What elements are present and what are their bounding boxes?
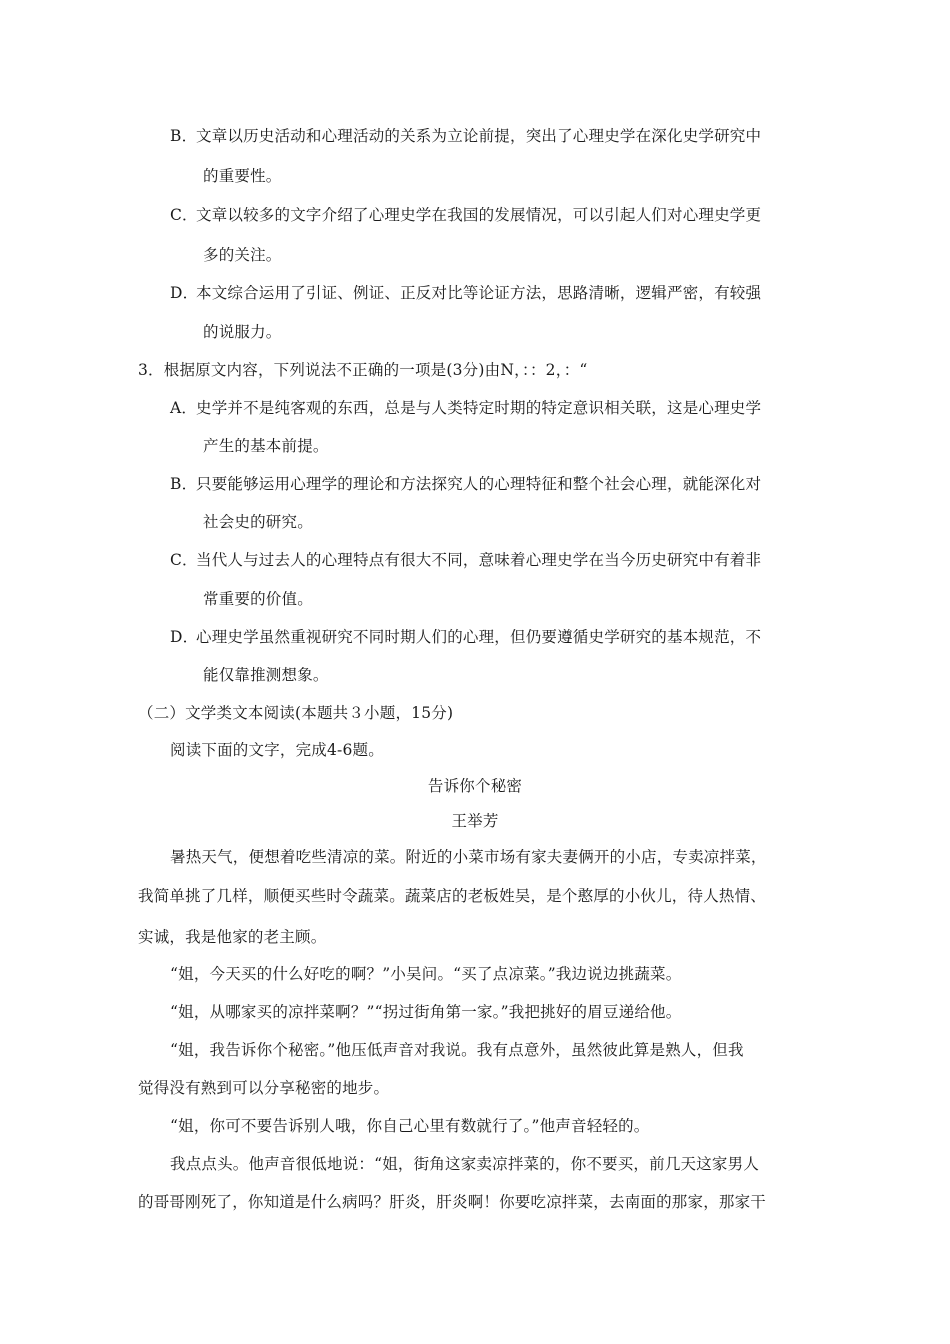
q2-option-c-cont: 多的关注。: [203, 246, 282, 264]
q3-option-d-cont: 能仅靠推测想象。: [203, 666, 329, 684]
q3-option-a: [170, 398, 761, 418]
q2-option-d-cont: 的说服力。: [203, 323, 282, 341]
q3-option-b: [170, 474, 761, 494]
option-text: 心理史学虽然重视研究不同时期人们的心理，但仍要遵循史学研究的基本规范，不: [196, 628, 762, 646]
q2-option-d: [170, 283, 761, 303]
option-label: B．: [170, 127, 198, 145]
q3-option-b-cont: 社会史的研究。: [203, 513, 313, 531]
option-text: 本文综合运用了引证、例证、正反对比等论证方法，思路清晰，逻辑严密，有较强: [196, 284, 762, 302]
option-text: 当代人与过去人的心理特点有很大不同，意味着心理史学在当今历史研究中有着非: [196, 551, 762, 569]
story-line: “姐，从哪家买的凉拌菜啊？”“拐过街角第一家。”我把挑好的眉豆递给他。: [170, 1003, 682, 1021]
option-text: 只要能够运用心理学的理论和方法探究人的心理特征和整个社会心理，就能深化对: [196, 475, 762, 493]
option-label: D．: [170, 284, 199, 302]
section-heading: （二）文学类文本阅读(本题共３小题，15分): [138, 704, 454, 722]
story-line: 觉得没有熟到可以分享秘密的地步。: [138, 1079, 390, 1097]
q3-option-c-cont: 常重要的价值。: [203, 590, 313, 608]
option-label: D．: [170, 628, 199, 646]
option-label: A．: [170, 399, 198, 417]
q2-option-b: [170, 126, 761, 146]
q3-option-c: [170, 550, 761, 570]
option-text: 文章以历史活动和心理活动的关系为立论前提，突出了心理史学在深化史学研究中: [196, 127, 762, 145]
option-text: 文章以较多的文字介绍了心理史学在我国的发展情况，可以引起人们对心理史学更: [196, 206, 762, 224]
story-line: “姐，我告诉你个秘密。”他压低声音对我说。我有点意外，虽然彼此算是熟人，但我: [170, 1041, 744, 1059]
option-label: B．: [170, 475, 198, 493]
story-line: 我简单挑了几样，顺便买些时令蔬菜。蔬菜店的老板姓吴，是个憨厚的小伙儿，待人热情、: [138, 887, 767, 905]
option-label: C．: [170, 551, 198, 569]
story-line: 实诚，我是他家的老主顾。: [138, 928, 327, 946]
q3-stem: 3．根据原文内容，下列说法不正确的一项是(3分)由N，：：2，：“: [138, 361, 588, 379]
story-title: 告诉你个秘密: [427, 777, 523, 795]
story-line: 暑热天气，便想着吃些清凉的菜。附近的小菜市场有家夫妻俩开的小店，专卖凉拌菜，: [170, 848, 767, 866]
story-line: “姐，你可不要告诉别人哦，你自己心里有数就行了。”他声音轻轻的。: [170, 1117, 650, 1135]
option-label: C．: [170, 206, 198, 224]
section-instruction: 阅读下面的文字，完成4-6题。: [170, 741, 384, 759]
q3-option-d: [170, 627, 761, 647]
story-line: “姐，今天买的什么好吃的啊？”小吴问。“买了点凉菜。”我边说边挑蔬菜。: [170, 965, 682, 983]
story-author: 王举芳: [451, 812, 499, 830]
q3-option-a-cont: 产生的基本前提。: [203, 437, 329, 455]
story-line: 我点点头。他声音很低地说：“姐，街角这家卖凉拌菜的，你不要买，前几天这家男人: [170, 1155, 760, 1173]
q2-option-b-cont: 的重要性。: [203, 167, 282, 185]
option-text: 史学并不是纯客观的东西，总是与人类特定时期的特定意识相关联，这是心理史学: [196, 399, 762, 417]
q2-option-c: [170, 205, 761, 225]
story-line: 的哥哥刚死了，你知道是什么病吗？肝炎，肝炎啊！你要吃凉拌菜，去南面的那家，那家干: [138, 1193, 767, 1211]
